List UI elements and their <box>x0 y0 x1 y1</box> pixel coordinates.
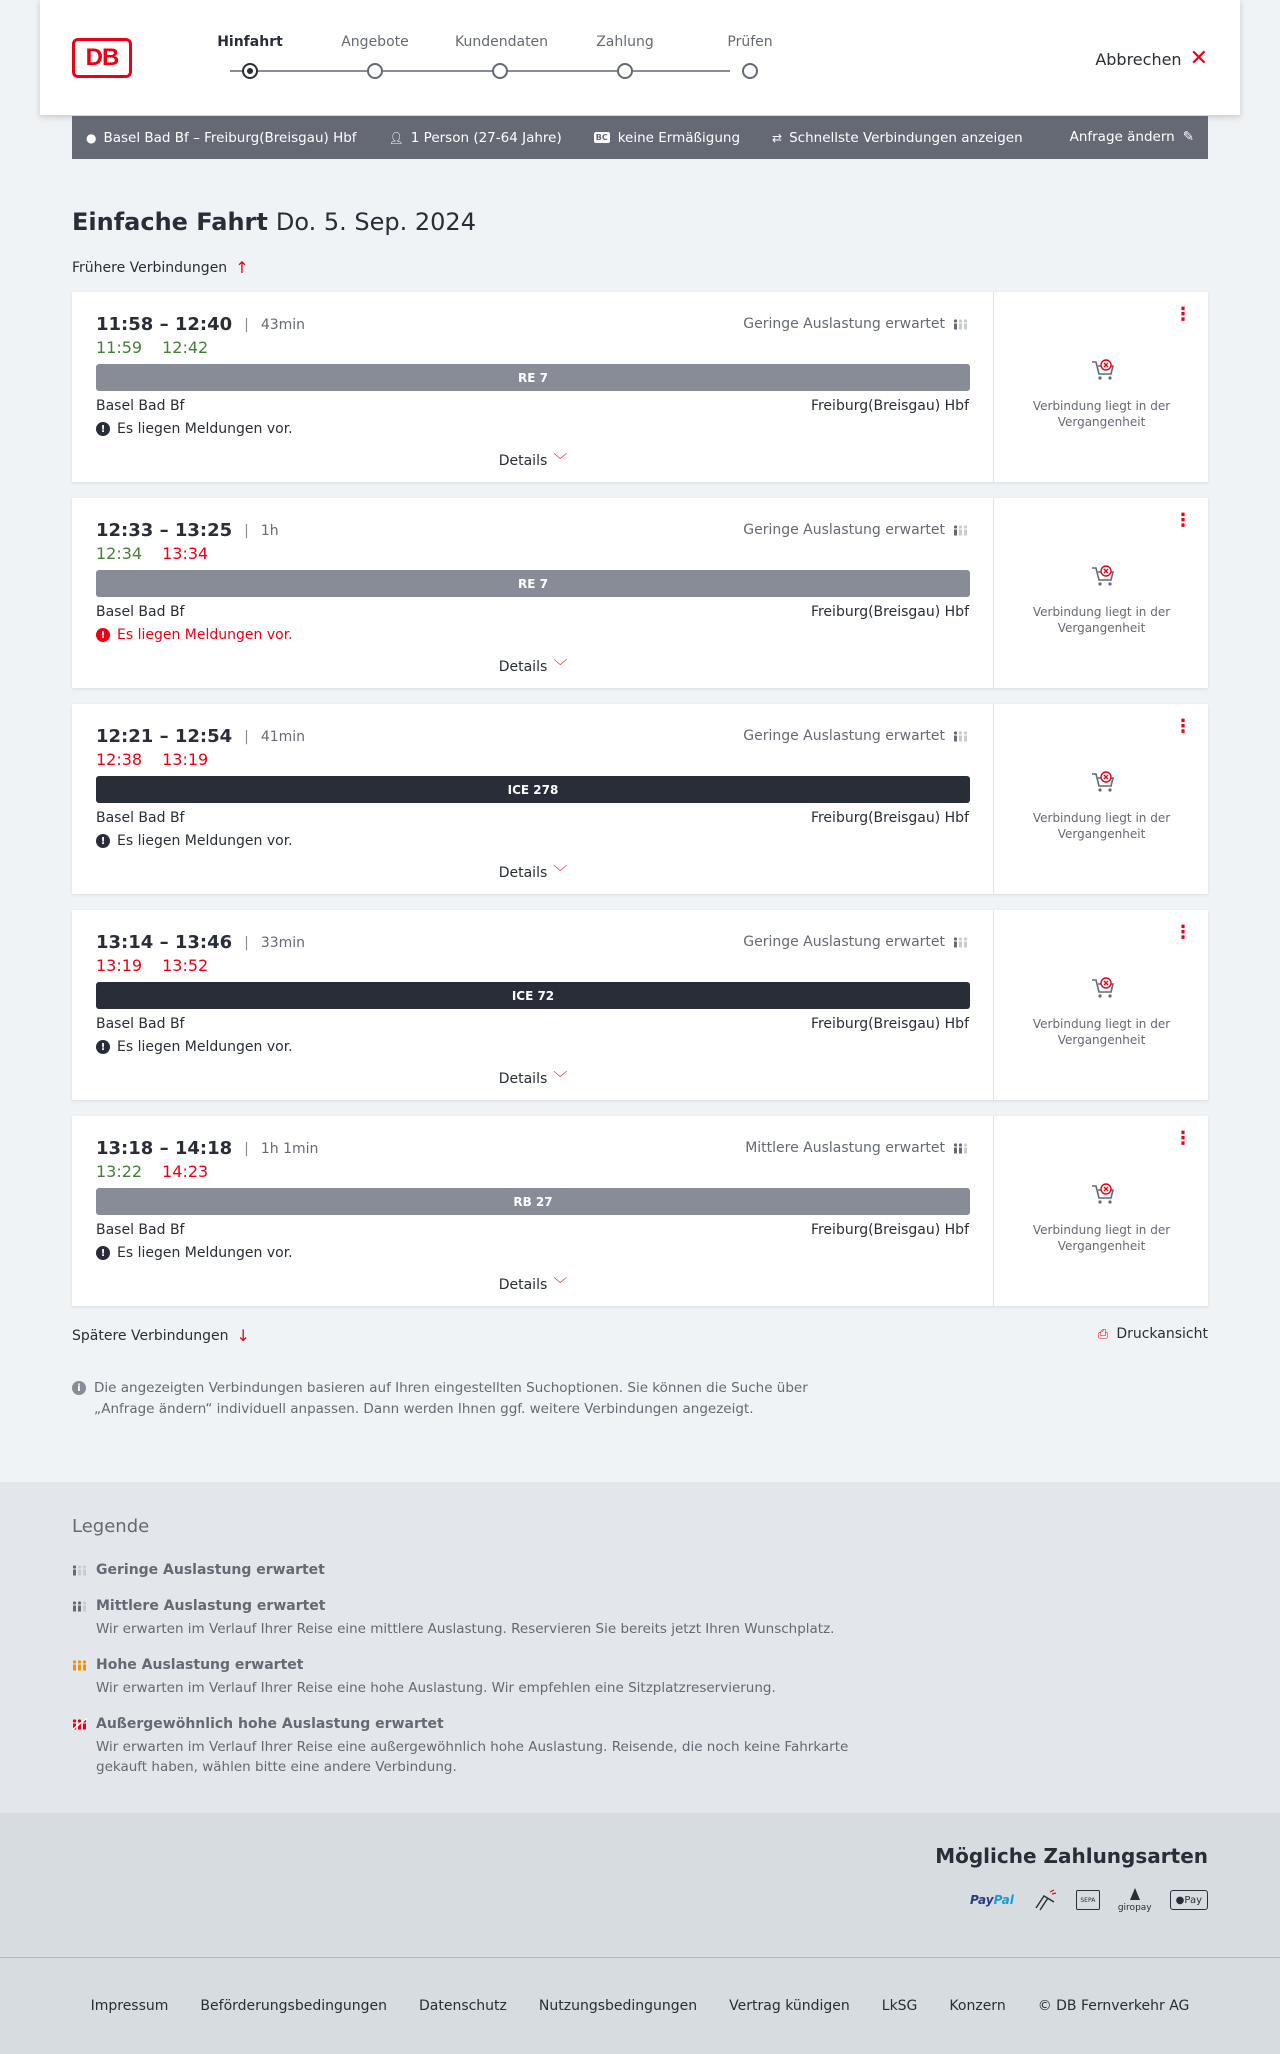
more-options-icon[interactable]: ⋮ <box>1174 510 1192 531</box>
train-number: RB 27 <box>513 1194 553 1209</box>
legend-description: Wir erwarten im Verlauf Ihrer Reise eine mittlere Auslastung. Reservieren Sie bereits jetzt Ihren Wunschplatz. <box>96 1621 835 1637</box>
legend-label: Geringe Auslastung erwartet <box>96 1562 325 1578</box>
paypal-logo <box>970 1885 1014 1915</box>
train-number: ICE 278 <box>507 782 559 797</box>
realtime-arrival: 13:19 <box>162 750 209 769</box>
past-connection-note: Verbindung liegt in der Vergangenheit <box>1032 811 1171 841</box>
db-logo[interactable]: DB <box>72 38 132 78</box>
separator: | <box>244 316 249 333</box>
departure-station: Basel Bad Bf <box>96 810 185 826</box>
exclamation-icon: ! <box>96 628 110 642</box>
close-icon: ✕ <box>1189 46 1208 71</box>
departure-station: Basel Bad Bf <box>96 1222 185 1238</box>
booking-panel <box>995 498 1208 688</box>
route-info <box>86 130 357 146</box>
booking-panel <box>995 704 1208 894</box>
duration: 41min <box>260 728 306 745</box>
step-label: Angebote <box>341 34 409 50</box>
train-number: RE 7 <box>518 576 548 591</box>
trip-type: Einfache Fahrt <box>72 208 268 236</box>
earlier-connections-link[interactable] <box>72 258 249 277</box>
traveller-text: 1 Person (27-64 Jahre) <box>410 129 562 146</box>
occupancy-info <box>743 934 969 950</box>
payment-methods-section <box>0 1813 1280 1957</box>
apple-pay-logo <box>1170 1890 1208 1910</box>
connection-main[interactable] <box>72 292 994 482</box>
disruption-text: Es liegen Meldungen vor. <box>117 421 293 437</box>
info-icon: i <box>72 1381 86 1395</box>
occupancy-text: Mittlere Auslastung erwartet <box>745 1140 945 1156</box>
past-connection-note: Verbindung liegt in der Vergangenheit <box>1032 1223 1171 1253</box>
arrow-up-icon: ↑ <box>235 258 249 277</box>
search-info-note <box>72 1378 872 1420</box>
step-angebote <box>330 34 420 79</box>
legend-label: Hohe Auslastung erwartet <box>96 1657 304 1673</box>
occupancy-level-icon <box>72 1564 88 1576</box>
more-options-icon[interactable]: ⋮ <box>1174 304 1192 325</box>
cart-unavailable-icon <box>1089 1180 1117 1208</box>
planned-times <box>96 520 279 541</box>
earlier-label: Frühere Verbindungen <box>72 259 228 276</box>
details-label: Details <box>498 453 548 469</box>
legend-item <box>72 1598 872 1639</box>
occupancy-text: Geringe Auslastung erwartet <box>743 934 945 950</box>
step-dot <box>242 63 258 79</box>
footer-link[interactable]: Impressum <box>90 1998 169 2014</box>
footer-link[interactable]: Konzern <box>949 1998 1006 2014</box>
occupancy-level-icon <box>72 1659 88 1671</box>
paypal-text-b: Pal <box>993 1893 1014 1907</box>
page-title <box>72 208 476 236</box>
chevron-down-icon: ﹀ <box>553 1277 568 1293</box>
info-text: Die angezeigten Verbindungen basieren auf Ihren eingestellten Suchoptionen. Sie können die Suche über „Anfrage ändern“ individuell anpassen. Dann werden Ihnen ggf. weitere Verbindungen angezeigt. <box>94 1380 808 1417</box>
chevron-down-icon: ﹀ <box>553 865 568 881</box>
giropay-text: giropay <box>1117 1903 1152 1913</box>
realtime-departure: 12:38 <box>96 750 143 769</box>
realtime-times <box>96 956 208 975</box>
chevron-down-icon: ﹀ <box>553 453 568 469</box>
step-label: Prüfen <box>727 34 773 50</box>
later-label: Spätere Verbindungen <box>72 1327 229 1344</box>
planned-time: 12:33 – 13:25 <box>96 520 233 541</box>
duration: 33min <box>260 934 306 951</box>
planned-times <box>96 1138 318 1159</box>
arrival-station: Freiburg(Breisgau) Hbf <box>810 398 969 414</box>
printer-icon: ⎙ <box>1097 1326 1109 1342</box>
exclamation-icon: ! <box>96 1040 110 1054</box>
arrival-station: Freiburg(Breisgau) Hbf <box>810 604 969 620</box>
step-label: Zahlung <box>596 34 654 50</box>
booking-panel <box>995 1116 1208 1306</box>
footer-link[interactable]: LkSG <box>881 1998 918 2014</box>
step-dot <box>742 63 758 79</box>
disruption-text: Es liegen Meldungen vor. <box>117 1039 293 1055</box>
progress-steps <box>210 34 773 84</box>
footer-link: © DB Fernverkehr AG <box>1037 1998 1190 2014</box>
edit-request-label: Anfrage ändern <box>1069 129 1175 145</box>
step-dot <box>492 63 508 79</box>
booking-panel <box>995 910 1208 1100</box>
cart-unavailable-icon <box>1089 974 1117 1002</box>
cancel-button[interactable] <box>1095 48 1208 70</box>
train-bar <box>96 364 970 391</box>
details-toggle[interactable] <box>72 1274 994 1294</box>
realtime-times <box>96 1162 208 1181</box>
discount-text: keine Ermäßigung <box>617 129 741 146</box>
step-label: Hinfahrt <box>217 34 283 50</box>
exclamation-icon: ! <box>96 1246 110 1260</box>
connection-main[interactable] <box>72 704 994 894</box>
planned-times <box>96 314 305 335</box>
details-toggle[interactable] <box>72 656 994 676</box>
print-view-link[interactable] <box>1098 1326 1208 1342</box>
later-connections-link[interactable] <box>72 1326 250 1345</box>
connection-card <box>72 498 1208 688</box>
departure-station: Basel Bad Bf <box>96 604 185 620</box>
realtime-departure: 12:34 <box>96 544 143 563</box>
step-kundendaten <box>455 34 549 79</box>
chevron-down-icon: ﹀ <box>553 1071 568 1087</box>
giropay-logo <box>1118 1885 1152 1915</box>
legend-section <box>0 1482 1280 1813</box>
occupancy-level-icon <box>72 1718 88 1730</box>
details-label: Details <box>498 1277 548 1293</box>
occupancy-text: Geringe Auslastung erwartet <box>743 728 945 744</box>
separator: | <box>244 522 249 539</box>
details-label: Details <box>498 865 548 881</box>
occupancy-info <box>745 1140 969 1156</box>
payment-title: Mögliche Zahlungsarten <box>935 1844 1208 1868</box>
swap-arrows-icon: ⇄ <box>772 130 783 145</box>
occupancy-icon <box>953 318 969 330</box>
train-number: ICE 72 <box>511 988 555 1003</box>
occupancy-icon <box>953 730 969 742</box>
realtime-times <box>96 750 208 769</box>
exclamation-icon: ! <box>96 422 110 436</box>
pencil-icon: ✎ <box>1182 129 1194 145</box>
planned-time: 11:58 – 12:40 <box>96 314 233 335</box>
occupancy-icon <box>953 1142 969 1154</box>
realtime-arrival: 12:42 <box>162 338 209 357</box>
fastest-text: Schnellste Verbindungen anzeigen <box>789 129 1023 146</box>
giropay-icon <box>1128 1887 1142 1901</box>
step-dot <box>617 63 633 79</box>
details-toggle[interactable] <box>72 862 994 882</box>
route-text: Basel Bad Bf – Freiburg(Breisgau) Hbf <box>103 129 357 146</box>
planned-time: 13:14 – 13:46 <box>96 932 233 953</box>
connection-card <box>72 704 1208 894</box>
legend-title: Legende <box>72 1516 150 1537</box>
occupancy-text: Geringe Auslastung erwartet <box>743 316 945 332</box>
train-bar <box>96 1188 970 1215</box>
print-label: Druckansicht <box>1116 1326 1208 1342</box>
details-toggle[interactable] <box>72 1068 994 1088</box>
departure-station: Basel Bad Bf <box>96 1016 185 1032</box>
realtime-arrival: 13:52 <box>162 956 209 975</box>
connection-card <box>72 292 1208 482</box>
location-pin-icon: ● <box>86 130 97 145</box>
occupancy-info <box>743 728 969 744</box>
legend-item <box>72 1657 872 1698</box>
person-icon: 👤︎ <box>388 130 404 145</box>
exclamation-icon: ! <box>96 834 110 848</box>
cart-unavailable-icon <box>1089 562 1117 590</box>
legend-item-head <box>72 1562 872 1578</box>
cart-unavailable-icon <box>1089 356 1117 384</box>
step-dot <box>367 63 383 79</box>
planned-time: 13:18 – 14:18 <box>96 1138 233 1159</box>
more-options-icon[interactable]: ⋮ <box>1174 716 1192 737</box>
disruption-message <box>96 833 293 849</box>
train-bar <box>96 776 970 803</box>
connection-main[interactable] <box>72 498 994 688</box>
step-zahlung <box>580 34 670 79</box>
payment-logos <box>970 1885 1208 1915</box>
past-connection-note: Verbindung liegt in der Vergangenheit <box>1032 605 1171 635</box>
bahncard-icon: BC <box>595 133 608 142</box>
occupancy-icon <box>953 936 969 948</box>
step-label: Kundendaten <box>455 34 549 50</box>
connection-card <box>72 910 1208 1100</box>
occupancy-info <box>743 316 969 332</box>
credit-card-icon <box>1032 1885 1058 1915</box>
header <box>40 0 1240 115</box>
past-connection-note: Verbindung liegt in der Vergangenheit <box>1032 1017 1171 1047</box>
edit-request-button[interactable] <box>1070 129 1194 145</box>
realtime-arrival: 13:34 <box>162 544 209 563</box>
disruption-text: Es liegen Meldungen vor. <box>117 627 293 643</box>
arrival-station: Freiburg(Breisgau) Hbf <box>810 810 969 826</box>
planned-time: 12:21 – 12:54 <box>96 726 233 747</box>
chevron-down-icon: ﹀ <box>553 659 568 675</box>
realtime-departure: 11:59 <box>96 338 143 357</box>
planned-times <box>96 726 305 747</box>
connection-card <box>72 1116 1208 1306</box>
disruption-message <box>96 1039 293 1055</box>
footer-link[interactable]: Nutzungsbedingungen <box>538 1998 698 2014</box>
duration: 1h 1min <box>260 1140 319 1157</box>
details-toggle[interactable] <box>72 450 994 470</box>
fastest-info <box>772 130 1023 146</box>
footer-links <box>0 1998 1280 2014</box>
legend-description: Wir erwarten im Verlauf Ihrer Reise eine außergewöhnlich hohe Auslastung. Reisende, die noch keine Fahrkarte gekauft haben, wählen bitte eine andere Verbindung. <box>96 1739 849 1775</box>
discount-info <box>594 130 740 146</box>
legend-item <box>72 1562 872 1578</box>
step-pruefen <box>705 34 795 79</box>
legend-item-head <box>72 1598 872 1614</box>
duration: 1h <box>260 522 279 539</box>
footer-link[interactable]: Vertrag kündigen <box>729 1998 850 2014</box>
separator: | <box>244 934 249 951</box>
booking-panel <box>995 292 1208 482</box>
connection-main[interactable] <box>72 1116 994 1306</box>
departure-station: Basel Bad Bf <box>96 398 185 414</box>
connection-main[interactable] <box>72 910 994 1100</box>
legend-description: Wir erwarten im Verlauf Ihrer Reise eine hohe Auslastung. Wir empfehlen eine Sitzplatzreservierung. <box>96 1680 776 1696</box>
realtime-times <box>96 544 208 563</box>
train-bar <box>96 570 970 597</box>
legend-item <box>72 1716 872 1777</box>
step-hinfahrt <box>205 34 295 79</box>
disruption-text: Es liegen Meldungen vor. <box>117 833 293 849</box>
apple-icon: ● <box>1175 1894 1185 1906</box>
search-summary-bar <box>72 116 1208 159</box>
footer-link[interactable]: Beförderungsbedingungen <box>200 1998 387 2014</box>
separator: | <box>244 1140 249 1157</box>
disruption-message <box>96 627 293 643</box>
more-options-icon[interactable]: ⋮ <box>1174 1128 1192 1149</box>
more-options-icon[interactable]: ⋮ <box>1174 922 1192 943</box>
details-label: Details <box>498 659 548 675</box>
arrival-station: Freiburg(Breisgau) Hbf <box>810 1222 969 1238</box>
arrival-station: Freiburg(Breisgau) Hbf <box>810 1016 969 1032</box>
traveller-info <box>389 130 562 146</box>
separator: | <box>244 728 249 745</box>
cancel-label: Abbrechen <box>1095 49 1182 69</box>
apple-pay-text: Pay <box>1184 1894 1202 1906</box>
duration: 43min <box>260 316 306 333</box>
sepa-logo: SEPA <box>1076 1890 1100 1910</box>
planned-times <box>96 932 305 953</box>
disruption-message <box>96 1245 293 1261</box>
footer <box>0 1957 1280 2054</box>
realtime-arrival: 14:23 <box>162 1162 209 1181</box>
legend-item-head <box>72 1716 872 1732</box>
trip-date: Do. 5. Sep. 2024 <box>275 208 476 236</box>
paypal-text-a: Pay <box>970 1893 994 1907</box>
arrow-down-icon: ↓ <box>236 1326 250 1345</box>
train-number: RE 7 <box>518 370 548 385</box>
disruption-text: Es liegen Meldungen vor. <box>117 1245 293 1261</box>
occupancy-info <box>743 522 969 538</box>
details-label: Details <box>498 1071 548 1087</box>
disruption-message <box>96 421 293 437</box>
occupancy-level-icon <box>72 1600 88 1612</box>
legend-label: Mittlere Auslastung erwartet <box>96 1598 326 1614</box>
realtime-times <box>96 338 208 357</box>
realtime-departure: 13:19 <box>96 956 143 975</box>
occupancy-icon <box>953 524 969 536</box>
train-bar <box>96 982 970 1009</box>
legend-label: Außergewöhnlich hohe Auslastung erwartet <box>96 1716 444 1732</box>
occupancy-text: Geringe Auslastung erwartet <box>743 522 945 538</box>
realtime-departure: 13:22 <box>96 1162 143 1181</box>
footer-link[interactable]: Datenschutz <box>418 1998 507 2014</box>
cart-unavailable-icon <box>1089 768 1117 796</box>
past-connection-note: Verbindung liegt in der Vergangenheit <box>1032 399 1171 429</box>
legend-item-head <box>72 1657 872 1673</box>
